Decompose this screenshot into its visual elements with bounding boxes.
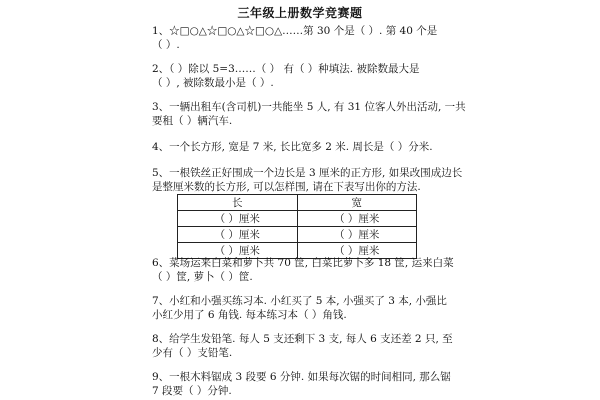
question-8-line-2: 少有（ ）支铅笔. [152, 347, 233, 359]
table-cell-width[interactable]: （ ）厘米 [297, 211, 417, 227]
question-9-line-1: 9、一根木料锯成 3 段要 6 分钟. 如果每次锯的时间相同, 那么锯 [152, 371, 451, 383]
table-header-row [178, 195, 417, 211]
table-cell-width[interactable]: （ ）厘米 [297, 227, 417, 243]
question-8-line-1: 8、给学生发铅笔. 每人 5 支还剩下 3 支, 每人 6 支还差 2 只, 至 [152, 333, 453, 345]
question-2-line-2: （ ）, 被除数最小是（ ）. [152, 77, 274, 89]
question-7-line-2: 小红少用了 6 角钱. 每本练习本（ ）角钱. [152, 309, 347, 321]
question-7-line-1: 7、小红和小强买练习本. 小红买了 5 本, 小强买了 3 本, 小强比 [152, 295, 447, 307]
question-6-line-2: （ ）筐, 萝卜（ ）筐. [152, 271, 253, 283]
table-cell-length[interactable]: （ ）厘米 [178, 243, 298, 259]
question-3-line-1: 3、一辆出租车(含司机)一共能坐 5 人, 有 31 位客人外出活动, 一共 [152, 101, 466, 113]
table-cell-length[interactable]: （ ）厘米 [178, 211, 298, 227]
table-cell-length[interactable]: （ ）厘米 [178, 227, 298, 243]
table-cell-width[interactable]: （ ）厘米 [297, 243, 417, 259]
question-5-line-1: 5、一根铁丝正好围成一个边长是 3 厘米的正方形, 如果改围成边长 [152, 167, 463, 179]
table-header-length: 长 [178, 195, 298, 211]
question-1-line-2: （ ）. [152, 39, 180, 51]
table-header-width: 宽 [297, 195, 417, 211]
question-6-line-1: 6、菜场运来白菜和萝卜共 70 筐, 白菜比萝卜多 18 筐, 运来白菜 [152, 257, 454, 269]
question-2-line-1: 2、（ ）除以 5=3……（ ） 有（ ）种填法. 被除数最大是 [152, 63, 420, 75]
question-9-line-2: 7 段要（ ）分钟. [152, 385, 232, 397]
table-row [178, 227, 417, 243]
table-row [178, 211, 417, 227]
question-5-line-2: 是整厘米数的长方形, 可以怎样围, 请在下表写出你的方法. [152, 181, 421, 193]
question-1-line-1: 1、☆□○△☆□○△☆□○△……第 30 个是（ ）. 第 40 个是 [152, 25, 438, 37]
rectangle-size-table [177, 194, 417, 259]
page-title: 三年级上册数学竞赛题 [237, 6, 363, 20]
question-3-line-2: 要租（ ）辆汽车. [152, 115, 233, 127]
question-4-line-1: 4、一个长方形, 宽是 7 米, 长比宽多 2 米. 周长是（ ）分米. [152, 141, 433, 153]
